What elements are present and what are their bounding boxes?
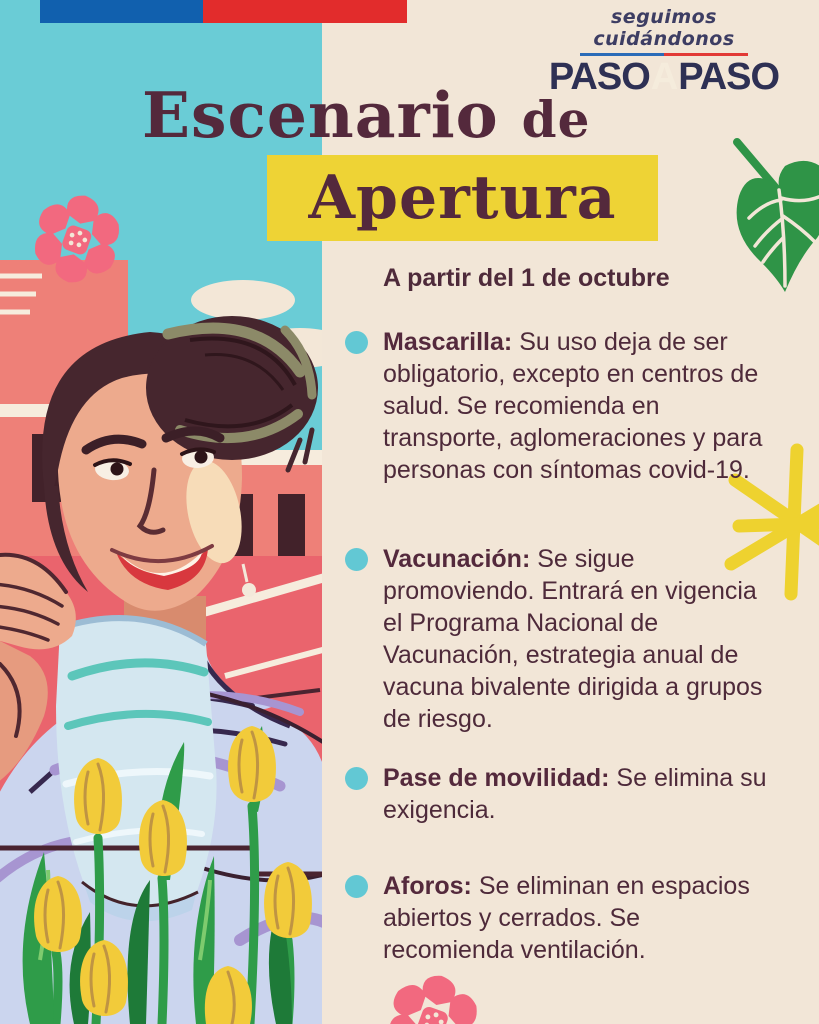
bullet-dot-icon [345, 767, 368, 790]
bullet-label: Vacunación: [383, 545, 531, 573]
bullet-text: Se eliminan en espacios abiertos y cerrados. Se recomienda ventilación. [383, 872, 750, 964]
chile-flag-bar [40, 0, 407, 23]
logo-wordmark: PASOAPASO [548, 56, 780, 98]
flag-blue-segment [40, 0, 203, 23]
bullet-label: Pase de movilidad: [383, 764, 610, 792]
bullet-dot-icon [345, 331, 368, 354]
illustration-woman-removing-mask [0, 0, 322, 1024]
bullet-text: Su uso deja de ser obligatorio, excepto en centros de salud. Se recomienda en transporte, aglomeraciones y para personas con síntomas covid-19. [383, 328, 763, 484]
bullet-vacunacion [345, 543, 775, 735]
section-heading: A partir del 1 de octubre [383, 264, 670, 292]
bullet-label: Aforos: [383, 872, 472, 900]
bullet-text: Se elimina su exigencia. [383, 764, 767, 824]
flower-icon [28, 190, 126, 288]
title-highlight-box [267, 155, 658, 241]
flag-red-segment [203, 0, 407, 23]
logo-letter-a: A [650, 56, 678, 98]
logo-tagline: seguimos cuidándonos [593, 6, 735, 50]
bullet-dot-icon [345, 875, 368, 898]
title-escenario: Escenario [142, 78, 499, 152]
title-de: de [521, 90, 591, 149]
poster-title-line2: Apertura [308, 163, 617, 233]
bullet-aforos [345, 870, 775, 966]
leaf-icon [727, 138, 819, 296]
flower-icon [382, 970, 484, 1024]
bullet-label: Mascarilla: [383, 328, 513, 356]
bullet-mascarilla [345, 326, 775, 486]
bullet-text: Se sigue promoviendo. Entrará en vigencia el Programa Nacional de Vacunación, estrategia anual de vacuna bivalente dirigida a grupos de riesgo. [383, 545, 763, 733]
bullet-pase-de-movilidad [345, 762, 775, 826]
poster-title-line1 [142, 78, 590, 152]
bullet-dot-icon [345, 548, 368, 571]
